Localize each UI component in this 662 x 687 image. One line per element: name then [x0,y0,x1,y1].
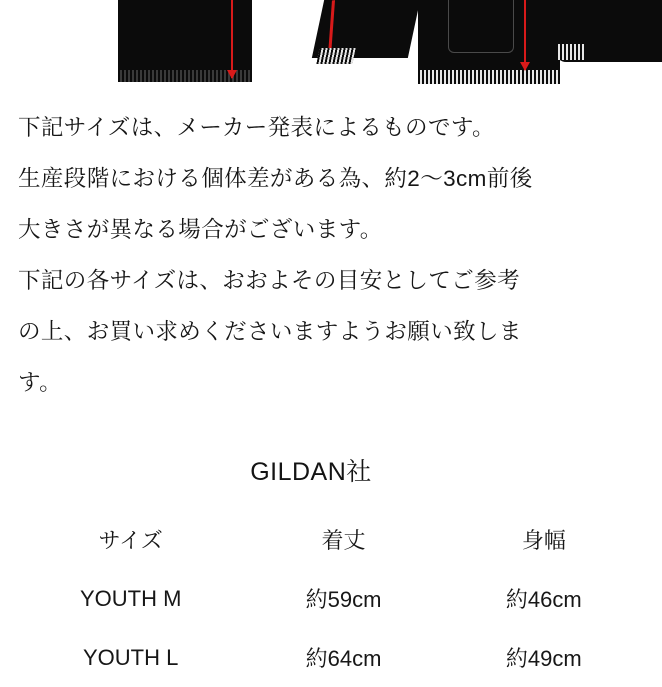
notice-line: 生産段階における個体差がある為、約2〜3cm前後 [18,166,533,191]
measure-arrow-icon [227,70,237,79]
size-notice [0,92,662,408]
cell-length: 約59cm [305,587,382,612]
notice-line: 下記サイズは、メーカー発表によるものです。 [18,115,495,140]
column-header-length: 着丈 [321,528,366,553]
measure-line-icon [524,0,526,70]
cell-width: 約46cm [505,587,582,612]
column-header-size: サイズ [98,528,163,553]
table-header-row [18,510,644,569]
notice-line: の上、お買い求めくださいますようお願い致しま [18,319,522,344]
cell-length: 約64cm [305,646,382,671]
size-table-section [0,452,662,687]
notice-line: す。 [18,370,63,395]
cell-width: 約49cm [505,646,582,671]
size-table [18,510,644,687]
jacket-back-panel-icon [448,0,514,53]
sleeve-right-cuff-icon [556,44,586,60]
notice-line: 下記の各サイズは、おおよその目安としてご参考 [18,268,521,293]
table-row [18,628,644,687]
table-row [18,569,644,628]
column-header-width: 身幅 [521,528,566,553]
cell-size: YOUTH M [79,585,182,611]
brand-title: GILDAN社 [250,458,372,486]
garment-illustration [0,0,662,92]
cell-size: YOUTH L [83,644,179,670]
measure-arrow-icon [520,62,530,71]
notice-line: 大きさが異なる場合がございます。 [18,217,383,242]
sleeve-cuff-icon [316,48,355,64]
jacket-back-hem-icon [418,70,560,84]
measure-line-icon [231,0,233,78]
